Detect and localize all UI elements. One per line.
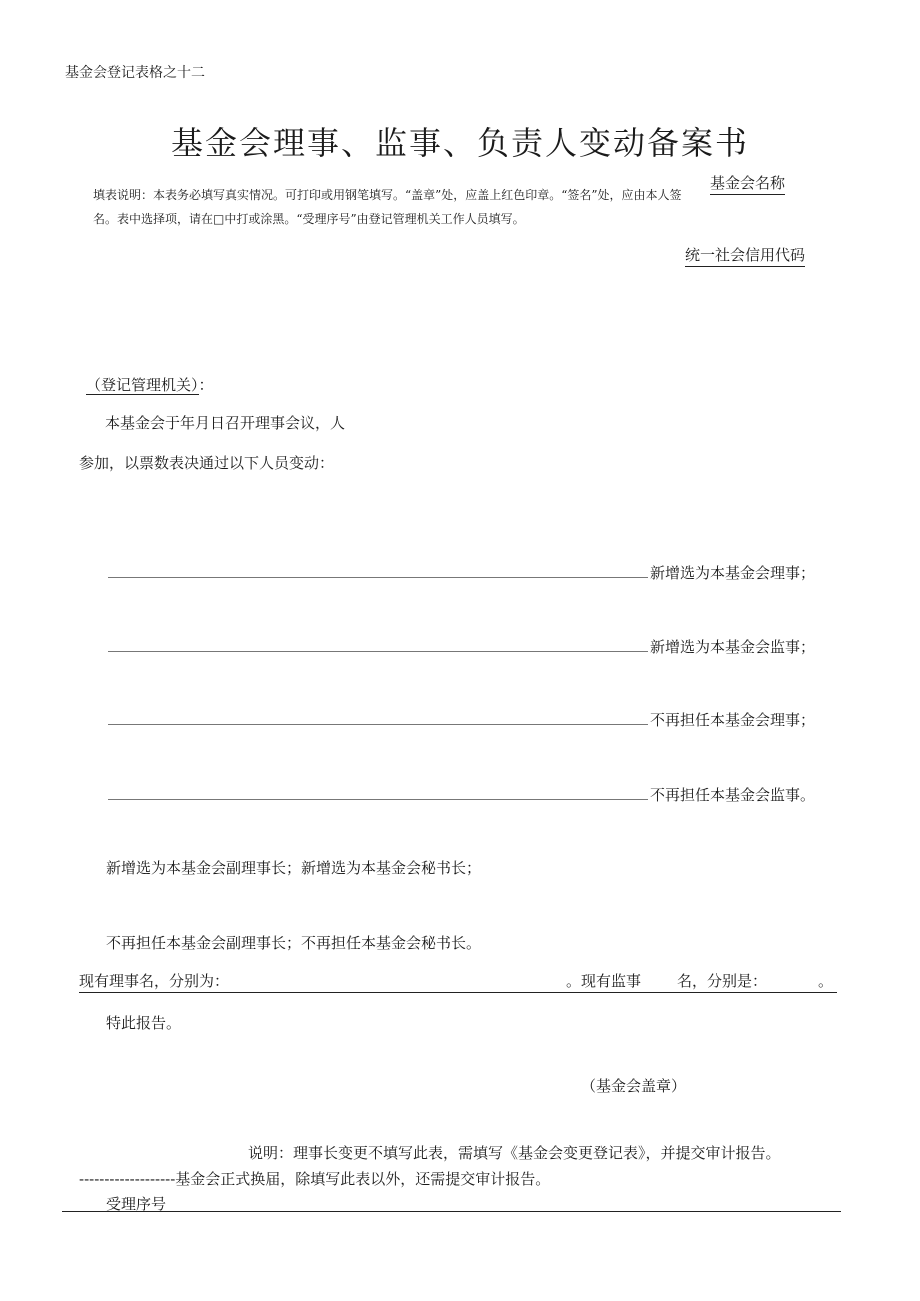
meeting-statement-line1: 本基金会于年月日召开理事会议，人 (105, 414, 346, 432)
registration-authority (86, 374, 214, 395)
supervisors-names-label: 名，分别是： (677, 972, 768, 990)
removed-director-label: 不再担任本基金会理事； (650, 711, 816, 729)
current-supervisors-label: 。现有监事 (566, 972, 642, 990)
credit-code-field[interactable]: 统一社会信用代码 (685, 244, 805, 267)
removed-vice-chair-secretary-line: 不再担任本基金会副理事长；不再担任本基金会秘书长。 (106, 934, 482, 952)
foundation-seal-label: （基金会盖章） (581, 1077, 687, 1095)
end-period: 。 (818, 972, 834, 990)
new-supervisor-names-field[interactable] (108, 651, 648, 652)
new-vice-chair-secretary-line: 新增选为本基金会副理事长；新增选为本基金会秘书长； (106, 859, 482, 877)
fill-instructions: 填表说明：本表务必填写真实情况。可打印或用钢笔填写。“盖章”处，应盖上红色印章。“签名”处，应由本人签名。表中选择项，请在□中打或涂黑。“受理序号”由登记管理机关工作人员填写。 (93, 188, 682, 226)
meeting-statement-line2: 参加，以票数表决通过以下人员变动： (79, 454, 335, 472)
foundation-name-field[interactable]: 基金会名称 (710, 172, 785, 195)
form-number: 基金会登记表格之十二 (65, 65, 205, 81)
removed-supervisor-names-field[interactable] (108, 799, 648, 800)
special-report-text: 特此报告。 (106, 1014, 182, 1032)
registration-authority-colon: ： (198, 376, 214, 394)
page-title: 基金会理事、监事、负责人变动备案书 (170, 124, 749, 162)
new-director-names-field[interactable] (108, 577, 648, 578)
registration-authority-label: （登记管理机关） (86, 376, 199, 394)
new-supervisor-label: 新增选为本基金会监事； (650, 638, 816, 656)
current-directors-label: 现有理事名，分别为： (79, 972, 230, 990)
new-director-label: 新增选为本基金会理事； (650, 564, 816, 582)
footer-note-2: -------------------基金会正式换届，除填写此表以外，还需提交审计报告。 (79, 1170, 551, 1188)
acceptance-number-label: 受理序号 (106, 1195, 167, 1213)
bottom-divider (62, 1211, 841, 1212)
footer-note-1: 说明：理事长变更不填写此表，需填写《基金会变更登记表》，并提交审计报告。 (248, 1144, 781, 1162)
removed-supervisor-label: 不再担任本基金会监事。 (650, 786, 816, 804)
removed-director-names-field[interactable] (108, 724, 648, 725)
current-members-row[interactable] (79, 970, 837, 993)
